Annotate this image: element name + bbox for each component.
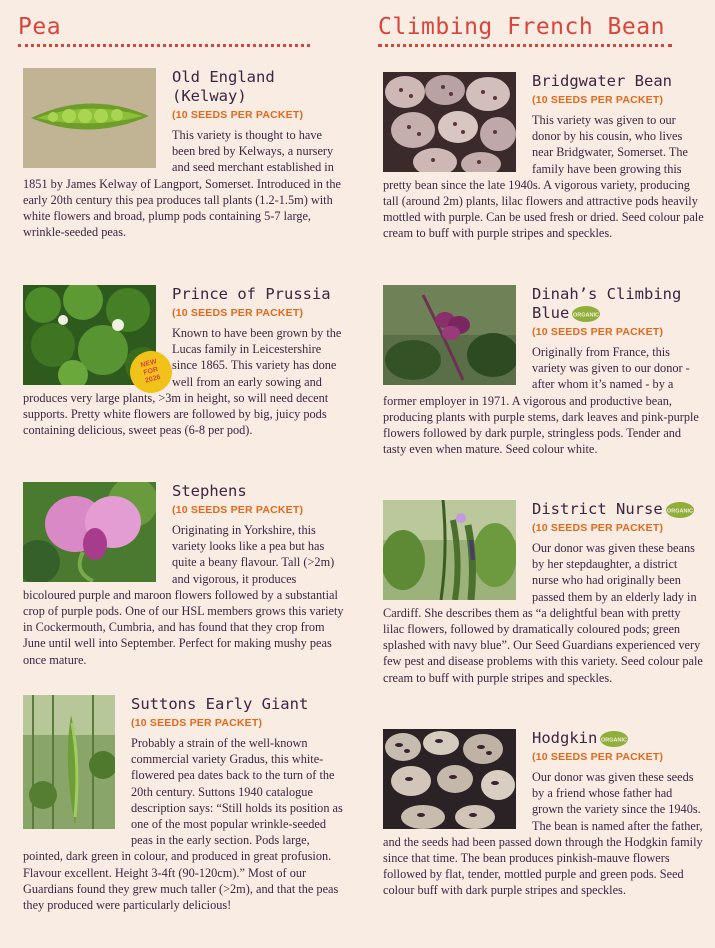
new-for-2026-badge: NEW FOR 2026	[125, 346, 176, 397]
organic-badge	[599, 730, 629, 748]
variety-dinahs-climbing-blue	[383, 285, 704, 457]
variety-description: Originally from France, this variety was given to our donor - after whom it’s named - by a former employer in 1971. A vigorous and productive bean, producing plants with purple stems, dark leaves and pink-purple flowers followed by dark purple, stringless pods. Tender and tasty even when mature. Seed colour white.	[383, 345, 699, 457]
variety-prince-of-prussia	[23, 285, 344, 438]
packet-size: (10 SEEDS PER PACKET)	[532, 94, 664, 106]
packet-size: (10 SEEDS PER PACKET)	[532, 751, 664, 763]
organic-badge	[665, 501, 695, 519]
hanging-pea-pod-icon	[23, 695, 115, 829]
variety-old-england	[23, 68, 344, 240]
mottled-beans-icon	[383, 729, 516, 829]
speckled-beans-icon	[383, 72, 516, 172]
organic-badge	[571, 305, 601, 323]
variety-name: Hodgkin ORGANIC	[383, 729, 704, 748]
pea-column	[18, 0, 344, 913]
variety-description: Our donor was given these seeds by a friend whose father had grown the variety since the 1940s. The bean is named after the father, and the seeds had been passed down through the Hodgkin family since that time. The bean produces pinkish-mauve flowers followed by flat, tender, mottled purple and green pods. Seed colour buff with dark purple stripes and speckles.	[383, 770, 703, 898]
variety-description: Our donor was given these beans by her stepdaughter, a district nurse who had originally been passed them by an elderly lady in Cardiff. She describes them as “a delightful bean with pretty lilac flowers, followed by dramatically coloured pods; green splashed with navy blue”. Our Seed Guardians experienced very few pest and disease problems with this variety. Seed colour pale cream to buff with purple stripes and speckles.	[383, 541, 703, 685]
svg-text:ORGANIC: ORGANIC	[666, 508, 693, 514]
pea-plants-icon	[23, 285, 162, 385]
purple-bean-flower-icon	[383, 285, 516, 385]
variety-name: Bridgwater Bean	[532, 72, 672, 90]
section-title-climbing-french-bean: Climbing French Bean	[378, 14, 665, 40]
section-title-pea: Pea	[18, 14, 62, 40]
packet-size: (10 SEEDS PER PACKET)	[172, 504, 304, 516]
green-pea-pod-icon	[23, 68, 156, 168]
dotted-divider	[18, 44, 310, 47]
variety-description: Known to have been grown by the Lucas family in Leicestershire since 1865. This variety has done well from an early sowing and produces very large plants, >3m in height, so will need decent supports. Pretty white flowers are followed by big, juicy pods containing delicious, sweet peas (6-8 per pod).	[23, 326, 342, 438]
variety-hodgkin	[383, 729, 704, 899]
packet-size: (10 SEEDS PER PACKET)	[172, 109, 304, 121]
packet-size: (10 SEEDS PER PACKET)	[131, 717, 263, 729]
variety-name: Prince of Prussia	[172, 285, 331, 303]
dotted-divider	[378, 44, 672, 47]
variety-description: Originating in Yorkshire, this variety looks like a pea but has quite a beany flavour. Tall (>2m) and vigorous, it produces bicoloured purple and maroon flowers followed by a substantial crop of purple pods. One of our HSL members grows this variety in Cockermouth, Cumbria, and has found that they crop from June until well into September. Perfect for making mushy peas once mature.	[23, 523, 344, 667]
packet-size: (10 SEEDS PER PACKET)	[532, 522, 664, 534]
packet-size: (10 SEEDS PER PACKET)	[532, 326, 664, 338]
variety-bridgwater-bean	[383, 72, 704, 242]
variety-name: Old England (Kelway)	[172, 68, 275, 105]
bean-pods-on-vine-icon	[383, 500, 516, 600]
variety-name: Stephens	[172, 482, 247, 500]
variety-name: District Nurse ORGANIC	[383, 500, 704, 519]
variety-suttons-early-giant	[23, 695, 344, 913]
svg-text:ORGANIC: ORGANIC	[601, 737, 628, 743]
variety-name: Suttons Early Giant	[131, 695, 309, 713]
variety-description: Probably a strain of the well-known commercial variety Gradus, this white-flowered pea dates back to the turn of the 20th century. Suttons 1940 catalogue description says: “Still holds its position as one of the most popular wrinkle-seeded peas in the early section. Pods large, pointed, dark green in colour, and produced in great profusion. Flavour excellent. Height 3-4ft (90-120cm).” Most of our Guardians found they grew much taller (>2m), and that the peas they produced were particularly delicious!	[23, 736, 343, 913]
svg-text:ORGANIC: ORGANIC	[573, 312, 600, 318]
french-bean-column	[378, 0, 704, 898]
pink-pea-flower-icon	[23, 482, 156, 582]
variety-district-nurse	[383, 500, 704, 686]
packet-size: (10 SEEDS PER PACKET)	[172, 307, 304, 319]
variety-stephens	[23, 482, 344, 668]
variety-name: Dinah’s Climbing Blue ORGANIC	[532, 285, 682, 322]
variety-description: This variety is thought to have been bred by Kelways, a nursery and seed merchant established in 1851 by James Kelway of Langport, Somerset. Introduced in the early 20th century this pea produces tall plants (1.2-1.5m) with white flowers and broad, plump pods containing 5-7 large, wrinkle-seeded peas.	[23, 128, 341, 240]
variety-description: This variety was given to our donor by his cousin, who lives near Bridgwater, Somerset. The family have been growing this pretty bean since the late 1940s. A vigorous variety, producing tall (around 2m) plants, lilac flowers and attractive pods heavily mottled with purple. Can be used fresh or dried. Seed colour pale cream to buff with purple stripes and speckles.	[383, 113, 704, 241]
